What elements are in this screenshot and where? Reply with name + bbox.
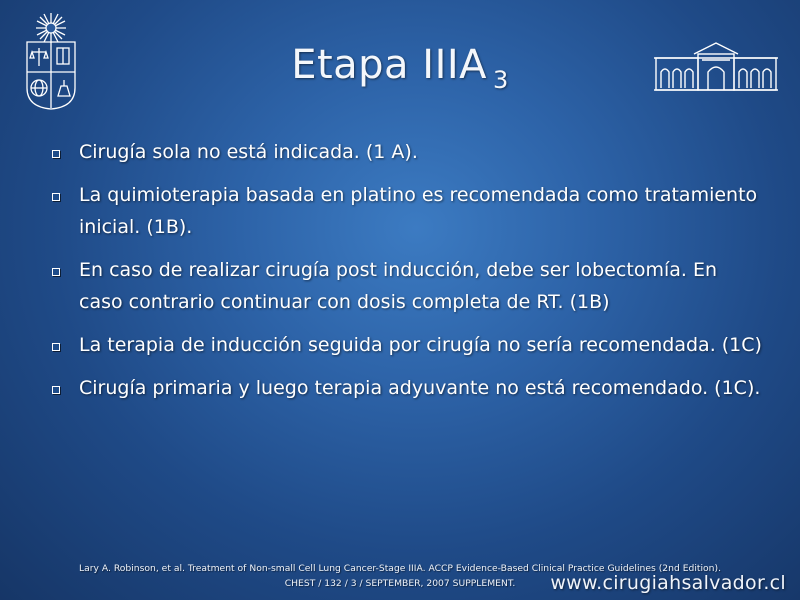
- bullet-item: [44, 329, 764, 361]
- bullet-text: La terapia de inducción seguida por cirugía no sería recomendada. (1C): [79, 334, 762, 356]
- bullet-item: [44, 136, 764, 168]
- square-bullet-icon: [52, 193, 60, 201]
- slide-title: [0, 42, 800, 94]
- bullet-text: Cirugía primaria y luego terapia adyuvante no está recomendado. (1C).: [79, 377, 761, 399]
- square-bullet-icon: [52, 343, 60, 351]
- slide-title-subscript: 3: [493, 66, 509, 94]
- square-bullet-icon: [52, 150, 60, 158]
- bullet-item: [44, 372, 764, 404]
- citation-line-1: Lary A. Robinson, et al. Treatment of Non-small Cell Lung Cancer-Stage IIIA. ACCP Evidence-Based Clinical Practice Guidelines (2nd Edition).: [78, 563, 722, 574]
- bullet-item: [44, 179, 764, 243]
- bullet-list: [44, 136, 764, 415]
- website-url: www.cirugiahsalvador.cl: [550, 572, 786, 594]
- bullet-item: [44, 254, 764, 318]
- square-bullet-icon: [52, 386, 60, 394]
- citation-line-2: CHEST / 132 / 3 / SEPTEMBER, 2007 SUPPLEMENT.: [284, 578, 516, 589]
- bullet-text: En caso de realizar cirugía post inducción, debe ser lobectomía. En caso contrario continuar con dosis completa de RT. (1B): [79, 259, 718, 313]
- bullet-text: La quimioterapia basada en platino es recomendada como tratamiento inicial. (1B).: [79, 184, 758, 238]
- square-bullet-icon: [52, 268, 60, 276]
- slide-title-main: Etapa IIIA: [291, 42, 488, 88]
- bullet-text: Cirugía sola no está indicada. (1 A).: [79, 141, 418, 163]
